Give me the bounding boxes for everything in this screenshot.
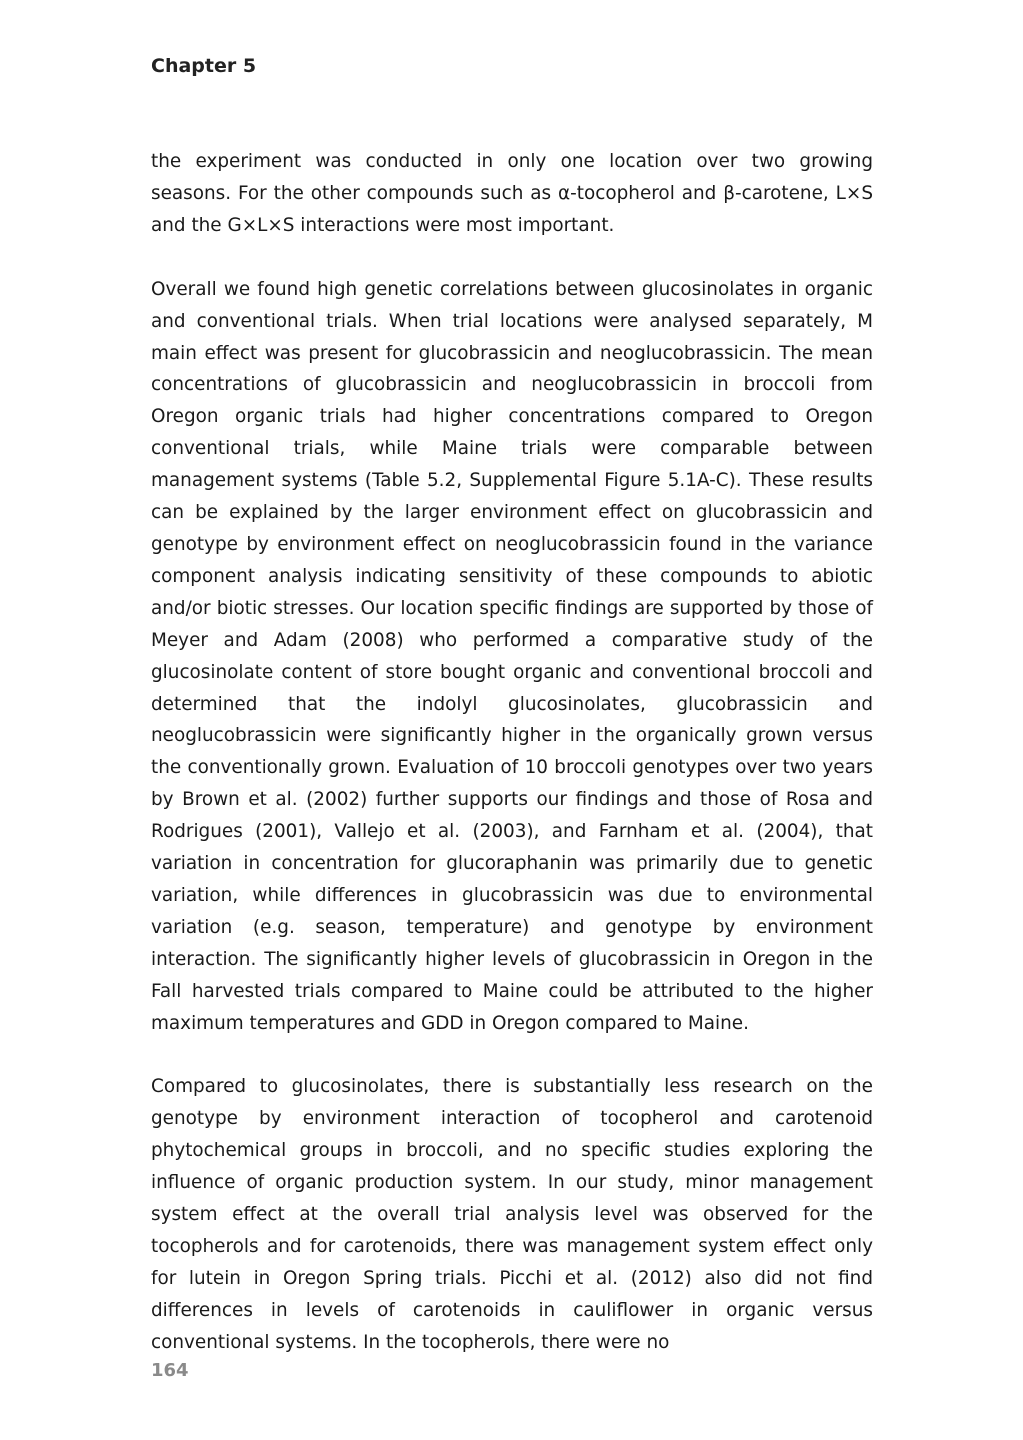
page-number: 164 [151,1360,189,1381]
body-text [151,146,873,1391]
chapter-header: Chapter 5 [151,55,257,77]
paragraph-2: Overall we found high genetic correlations between glucosinolates in organic and conventional trials. When trial locations were analysed separately, M main effect was present for glucobrassicin and neoglucobrassicin. The mean concentrations of glucobrassicin and neoglucobrassicin in broccoli from Oregon organic trials had higher concentrations compared to Oregon conventional trials, while Maine trials were comparable between management systems (Table 5.2, Supplemental Figure 5.1A-C). These results can be explained by the larger environment effect on glucobrassicin and genotype by environment effect on neoglucobrassicin found in the variance component analysis indicating sensitivity of these compounds to abiotic and/or biotic stresses. Our location specific findings are supported by those of Meyer and Adam (2008) who performed a comparative study of the glucosinolate content of store bought organic and conventional broccoli and determined that the indolyl glucosinolates, glucobrassicin and neoglucobrassicin were significantly higher in the organically grown versus the conventionally grown. Evaluation of 10 broccoli genotypes over two years by Brown et al. (2002) further supports our findings and those of Rosa and Rodrigues (2001), Vallejo et al. (2003), and Farnham et al. (2004), that variation in concentration for glucoraphanin was primarily due to genetic variation, while differences in glucobrassicin was due to environmental variation (e.g. season, temperature) and genotype by environment interaction. The significantly higher levels of glucobrassicin in Oregon in the Fall harvested trials compared to Maine could be attributed to the higher maximum temperatures and GDD in Oregon compared to Maine. [151,278,873,1034]
paragraph-1: the experiment was conducted in only one location over two growing seasons. For the other compounds such as α-tocopherol and β-carotene, L×S and the G×L×S interactions were most important. [151,151,873,236]
paragraph-3: Compared to glucosinolates, there is substantially less research on the genotype by environment interaction of tocopherol and carotenoid phytochemical groups in broccoli, and no specific studies exploring the influence of organic production system. In our study, minor management system effect at the overall trial analysis level was observed for the tocopherols and for carotenoids, there was management system effect only for lutein in Oregon Spring trials. Picchi et al. (2012) also did not find differences in levels of carotenoids in cauliflower in organic versus conventional systems. In the tocopherols, there were no [151,1076,873,1353]
